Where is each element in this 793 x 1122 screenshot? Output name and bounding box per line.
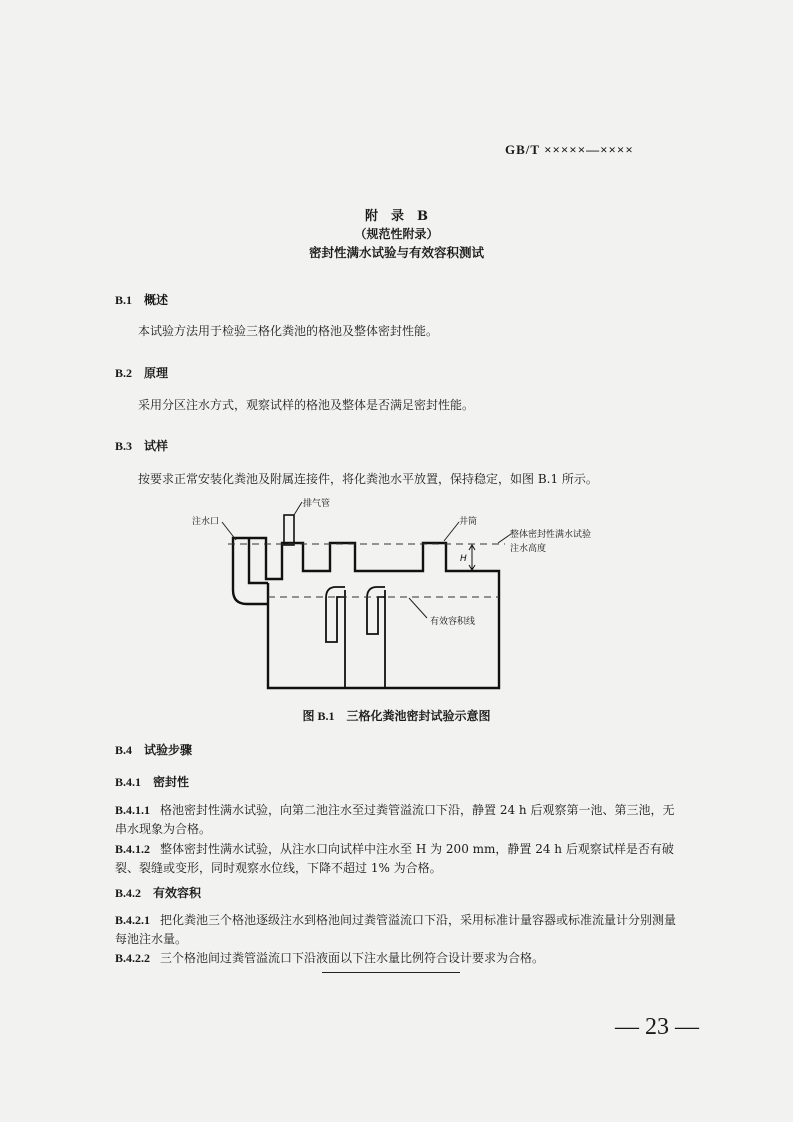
figure-number: 图 B.1 [302,709,335,723]
label-test-level-2: 注水高度 [510,544,547,554]
standard-code: GB/T ×××××—×××× [505,142,634,157]
annex-title: 附 录 B [365,209,428,224]
clause-number: B.4.2.1 [115,913,151,927]
label-vent: 排气管 [303,499,331,509]
end-rule [322,972,460,973]
paragraph-b3: 按要求正常安装化粪池及附属连接件，将化粪池水平放置，保持稳定，如图 B.1 所示。 [138,472,598,486]
heading-title: 有效容积 [153,886,202,900]
paragraph-b1: 本试验方法用于检验三格化粪池的格池及整体密封性能。 [138,324,439,338]
figure-caption-text: 三格化粪池密封试验示意图 [346,709,491,723]
heading-number: B.2 [115,366,133,380]
clause-b411 [115,801,680,839]
clause-b422 [115,949,680,968]
paragraph-b2: 采用分区注水方式，观察试样的格池及整体是否满足密封性能。 [138,398,475,412]
heading-title: 试验步骤 [144,743,193,757]
heading-b4 [115,741,192,758]
label-inlet: 注水口 [192,517,220,527]
label-shaft: 井筒 [459,517,478,527]
heading-number: B.4.1 [115,775,142,789]
heading-b41 [115,773,189,790]
vent-pipe [284,515,294,545]
clause-number: B.4.1.2 [115,842,151,856]
figure-caption [0,707,793,724]
clause-text: 整体密封性满水试验，从注水口向试样中注水至 H 为 200 mm，静置 24 h 后观察试样是否有破裂、裂缝或变形，同时观察水位线，下降不超过 1% 为合格。 [115,842,674,875]
label-h: H [460,554,467,564]
clause-b412 [115,840,680,878]
clause-text: 三个格池间过粪管溢流口下沿液面以下注水量比例符合设计要求为合格。 [160,951,545,965]
clause-number: B.4.2.2 [115,951,151,965]
annex-name: 密封性满水试验与有效容积测试 [308,245,484,260]
annex-type: （规范性附录） [354,227,439,241]
clause-text: 格池密封性满水试验，向第二池注水至过粪管溢流口下沿，静置 24 h 后观察第一池、第三池，无串水现象为合格。 [115,803,675,836]
heading-title: 概述 [144,293,169,307]
heading-number: B.4 [115,743,133,757]
heading-b42 [115,884,201,901]
heading-number: B.3 [115,439,133,453]
heading-number: B.4.2 [115,886,142,900]
heading-number: B.1 [115,293,133,307]
clause-text: 把化粪池三个格池逐级注水到格池间过粪管溢流口下沿，采用标准计量容器或标准流量计分别测量每池注水量。 [115,913,677,946]
label-effective-line: 有效容积线 [430,617,476,627]
label-test-level-1: 整体密封性满水试验 [510,530,592,540]
transfer-pipe-2 [367,587,385,634]
heading-title: 原理 [144,366,169,380]
page-number: — 23 — [615,1014,699,1040]
transfer-pipe-1 [326,587,345,642]
heading-title: 试样 [144,439,169,453]
heading-title: 密封性 [153,775,190,789]
clause-number: B.4.1.1 [115,803,151,817]
clause-b421 [115,911,680,949]
